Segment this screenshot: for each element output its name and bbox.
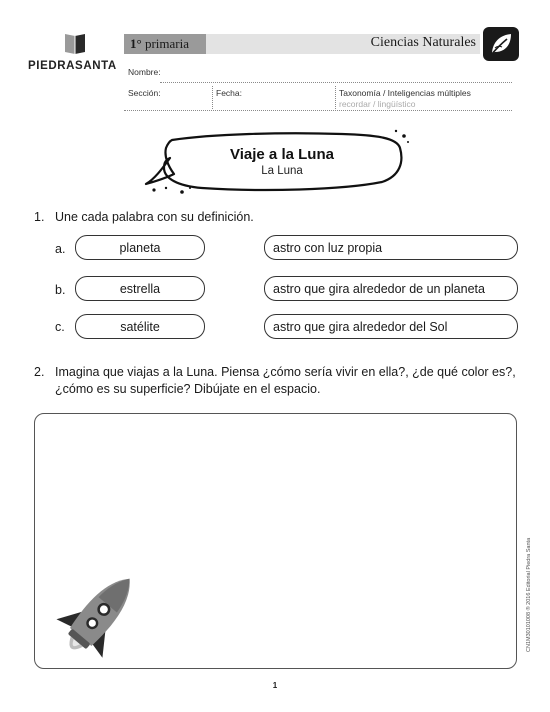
word-satelite[interactable]: satélite: [75, 314, 205, 339]
word-estrella[interactable]: estrella: [75, 276, 205, 301]
grade-label: 1° primaria: [130, 36, 189, 51]
row-c-letter: c.: [55, 320, 65, 334]
question-2-line-2: ¿cómo es su superficie? Dibújate en el espacio.: [55, 382, 321, 396]
row-b-letter: b.: [55, 283, 66, 297]
definition-2[interactable]: astro que gira alrededor de un planeta: [264, 276, 518, 301]
taxonomy-values: recordar / lingüístico: [339, 99, 416, 109]
name-label: Nombre:: [128, 67, 161, 77]
page-title: Viaje a la Luna: [230, 146, 334, 163]
name-field[interactable]: [160, 82, 512, 83]
subject-label: Ciencias Naturales: [370, 35, 476, 50]
word-planeta[interactable]: planeta: [75, 235, 205, 260]
title-cloud: [142, 128, 412, 198]
publisher-code: CN1M30101008 ® 2016 Editorial Piedra Santa: [526, 537, 532, 652]
question-1-number: 1.: [34, 210, 45, 224]
leaf-icon: [483, 27, 519, 61]
question-1-text: Une cada palabra con su definición.: [55, 210, 254, 224]
section-date-field[interactable]: [124, 110, 512, 111]
rocket-icon: [56, 564, 144, 664]
definition-1[interactable]: astro con luz propia: [264, 235, 518, 260]
brand-logo-text: PIEDRASANTA: [28, 60, 117, 72]
field-divider: [335, 86, 336, 109]
field-divider: [212, 86, 213, 109]
book-logo-icon: [62, 33, 88, 55]
taxonomy-label: Taxonomía / Inteligencias múltiples: [339, 88, 471, 98]
definition-3[interactable]: astro que gira alrededor del Sol: [264, 314, 518, 339]
page-number: 1: [272, 681, 278, 690]
question-2-line-1: Imagina que viajas a la Luna. Piensa ¿cómo sería vivir en ella?, ¿de qué color es?,: [55, 365, 516, 379]
page-subtitle: La Luna: [261, 165, 303, 177]
row-a-letter: a.: [55, 242, 66, 256]
date-label: Fecha:: [216, 88, 242, 98]
question-2-number: 2.: [34, 365, 45, 379]
section-label: Sección:: [128, 88, 161, 98]
